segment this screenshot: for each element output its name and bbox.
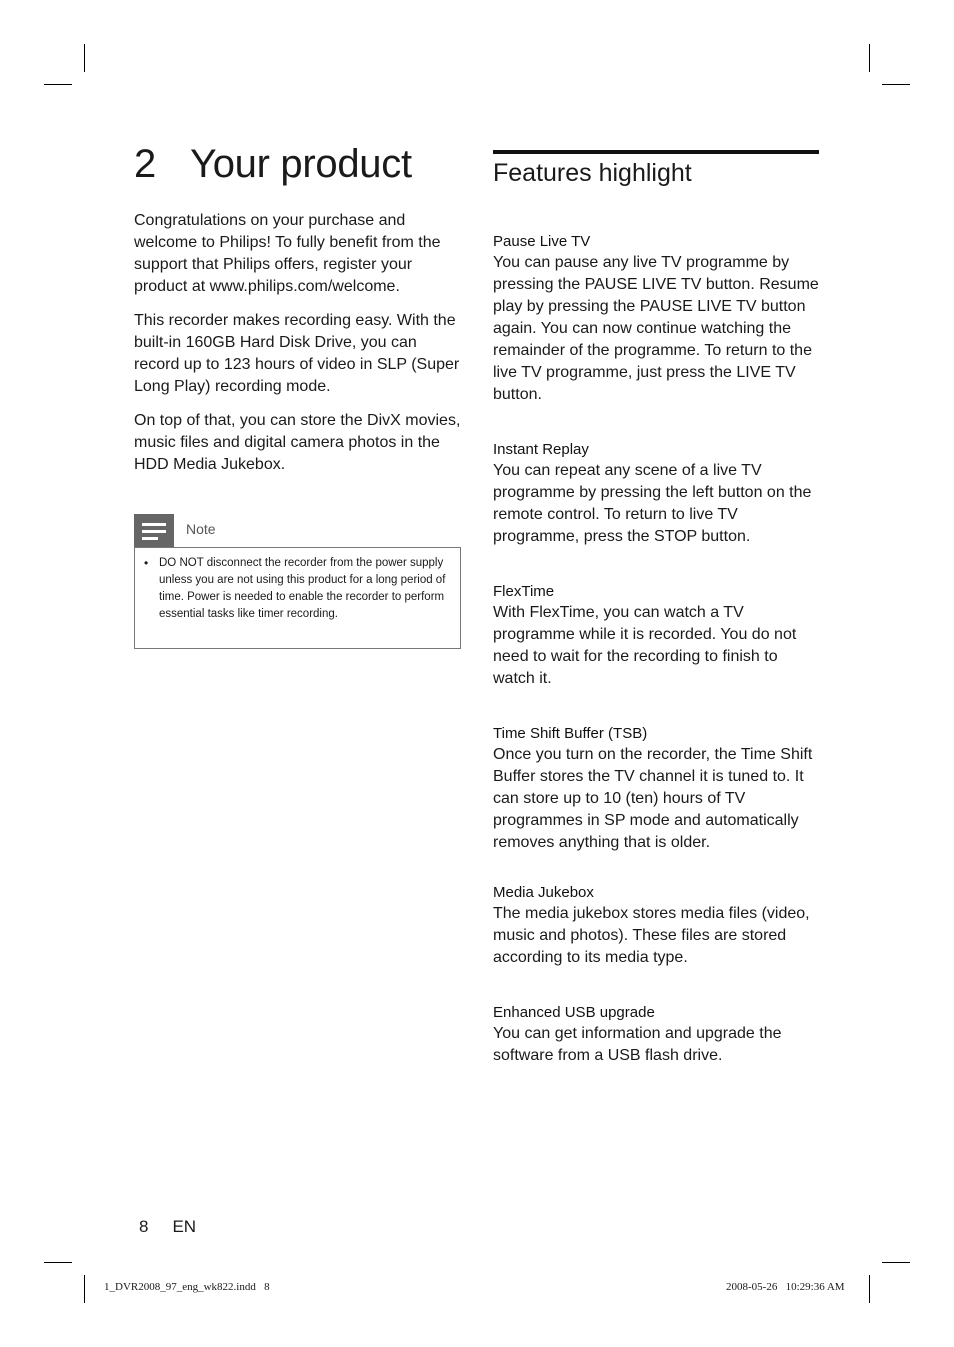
bullet-icon: • (144, 556, 149, 570)
crop-mark (84, 1275, 85, 1303)
chapter-number: 2 (134, 142, 156, 186)
feature-title: Time Shift Buffer (TSB) (493, 725, 648, 742)
note-box (134, 514, 461, 649)
feature-pause-live-tv (493, 231, 823, 406)
feature-body: You can pause any live TV programme by pressing the PAUSE LIVE TV button. Resume play by pressing the PAUSE LIVE TV button again. You can now continue watching the remainder of the programme. To return to the live TV programme, just press the LIVE TV button. (493, 254, 819, 403)
feature-time-shift-buffer (493, 723, 823, 854)
intro-paragraph: This recorder makes recording easy. With the built-in 160GB Hard Disk Drive, you can record up to 123 hours of video in SLP (Super Long Play) recording mode. (134, 312, 460, 395)
crop-mark (882, 84, 910, 85)
feature-flextime (493, 581, 823, 690)
note-header (134, 514, 461, 547)
feature-title: Enhanced USB upgrade (493, 1004, 655, 1021)
note-text: DO NOT disconnect the recorder from the power supply unless you are not using this product for a long period of time. Power is needed to enable the recorder to perform essential tasks like timer recording. (159, 557, 446, 620)
feature-title: FlexTime (493, 583, 555, 600)
note-label: Note (186, 521, 216, 537)
feature-enhanced-usb-upgrade (493, 1002, 823, 1067)
intro-paragraph: Congratulations on your purchase and welcome to Philips! To fully benefit from the support that Philips offers, register your product at www.philips.com/welcome. (134, 212, 441, 295)
crop-mark (869, 44, 870, 72)
slug-timestamp: 2008-05-26 10:29:36 AM (726, 1281, 845, 1293)
crop-mark (84, 44, 85, 72)
language-code: EN (172, 1217, 197, 1236)
feature-instant-replay (493, 439, 823, 548)
page-footer (139, 1217, 196, 1237)
intro-paragraph: On top of that, you can store the DivX movies, music files and digital camera photos in the HDD Media Jukebox. (134, 412, 461, 473)
note-icon (134, 514, 174, 547)
feature-title: Instant Replay (493, 441, 589, 458)
feature-media-jukebox (493, 882, 823, 969)
features-list (493, 231, 823, 1067)
crop-mark (869, 1275, 870, 1303)
page-number: 8 (139, 1217, 149, 1236)
feature-title: Media Jukebox (493, 884, 594, 901)
intro-text (134, 210, 462, 488)
crop-mark (44, 1262, 72, 1263)
feature-body: With FlexTime, you can watch a TV programme while it is recorded. You do not need to wait for the recording to finish to watch it. (493, 604, 797, 687)
chapter-title: Your product (190, 142, 412, 186)
section-rule (493, 150, 819, 154)
chapter-heading (134, 138, 412, 190)
feature-body: You can get information and upgrade the software from a USB flash drive. (493, 1025, 782, 1064)
note-body (134, 547, 461, 649)
feature-body: The media jukebox stores media files (video, music and photos). These files are stored according to its media type. (493, 905, 810, 966)
slug-filename: 1_DVR2008_97_eng_wk822.indd 8 (104, 1281, 270, 1293)
crop-mark (44, 84, 72, 85)
feature-body: You can repeat any scene of a live TV programme by pressing the left button on the remote control. To return to live TV programme, press the STOP button. (493, 462, 812, 545)
crop-mark (882, 1262, 910, 1263)
feature-body: Once you turn on the recorder, the Time Shift Buffer stores the TV channel it is tuned to. It can store up to 10 (ten) hours of TV programmes in SP mode and automatically removes anything that is older. (493, 746, 813, 851)
section-title: Features highlight (493, 159, 692, 187)
feature-title: Pause Live TV (493, 233, 591, 250)
